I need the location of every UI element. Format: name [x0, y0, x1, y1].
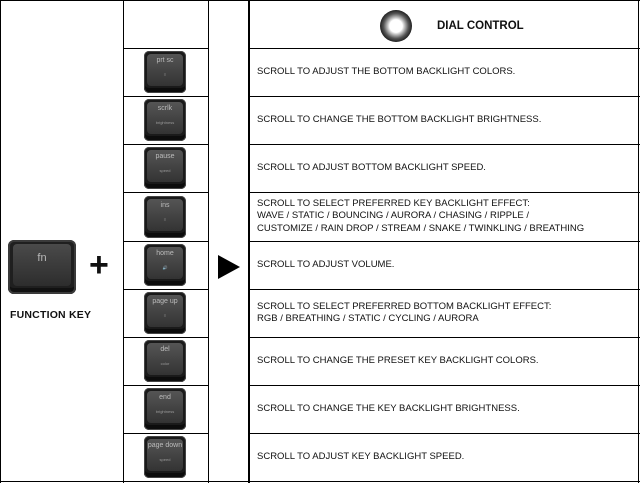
description-line: SCROLL TO CHANGE THE KEY BACKLIGHT BRIGHTNESS.	[257, 402, 520, 414]
description-line: SCROLL TO SELECT PREFERRED KEY BACKLIGHT EFFECT:	[257, 197, 530, 209]
keycap-label: end	[159, 394, 171, 401]
dial-function-description	[257, 301, 637, 326]
description-line: RGB / BREATHING / STATIC / CYCLING / AURORA	[257, 313, 479, 324]
keycap	[144, 388, 186, 430]
description-line: SCROLL TO ADJUST KEY BACKLIGHT SPEED.	[257, 450, 465, 462]
keycap-sublabel: speed	[159, 168, 171, 173]
keycap	[144, 340, 186, 382]
row-divider	[123, 96, 208, 97]
function-key-label: fn	[37, 252, 47, 264]
keycap	[144, 196, 186, 238]
description-line: CUSTOMIZE / RAIN DROP / STREAM / SNAKE / TWINKLING / BREATHING	[257, 222, 585, 234]
row-divider	[248, 192, 640, 193]
keycap-sublabel: speed	[159, 457, 171, 462]
row-divider	[248, 289, 640, 290]
row-divider	[123, 289, 208, 290]
keycap	[144, 436, 186, 478]
keycap-sublabel: 🔊	[162, 265, 168, 270]
row-divider	[123, 48, 208, 49]
row-divider	[248, 96, 640, 97]
row-divider	[123, 385, 208, 386]
dial-control-title: DIAL CONTROL	[437, 20, 524, 32]
row-divider	[123, 192, 208, 193]
column-divider	[208, 0, 209, 483]
keycap-sublabel: ≡	[163, 313, 167, 318]
keycap-label: page up	[152, 298, 178, 305]
description-line: SCROLL TO CHANGE THE BOTTOM BACKLIGHT BRIGHTNESS.	[257, 113, 542, 125]
keycap-label: pause	[155, 153, 175, 160]
description-line: WAVE / STATIC / BOUNCING / AURORA / CHASING / RIPPLE /	[257, 210, 530, 222]
row-divider	[248, 144, 640, 145]
keycap-sublabel: ≡	[163, 216, 167, 222]
row-divider	[123, 337, 208, 338]
dial-function-description	[257, 198, 637, 236]
description-line: SCROLL TO SELECT PREFERRED BOTTOM BACKLIGHT EFFECT:	[257, 300, 552, 312]
row-divider	[123, 241, 208, 242]
plus-symbol: +	[89, 246, 109, 284]
keycap	[144, 51, 186, 93]
dial-function-description	[257, 403, 637, 416]
description-line: SCROLL TO ADJUST BOTTOM BACKLIGHT SPEED.	[257, 161, 486, 173]
keycap-label: prt sc	[156, 57, 174, 64]
description-line: SCROLL TO ADJUST VOLUME.	[257, 258, 395, 270]
keycap	[144, 99, 186, 141]
keycap-label: del	[160, 346, 170, 353]
dial-function-description	[257, 451, 637, 464]
keycap-label: ins	[160, 201, 170, 209]
description-line: SCROLL TO ADJUST THE BOTTOM BACKLIGHT COLORS.	[257, 65, 516, 77]
function-key-caption: FUNCTION KEY	[10, 309, 92, 321]
description-line: SCROLL TO CHANGE THE PRESET KEY BACKLIGHT COLORS.	[257, 354, 539, 366]
keycap-sublabel: ≡	[163, 72, 167, 77]
keycap-sublabel: brightness	[155, 409, 175, 414]
row-divider	[248, 385, 640, 386]
dial-function-description	[257, 66, 637, 79]
keycap-sublabel: brightness	[155, 120, 175, 125]
row-divider	[248, 48, 640, 49]
keycap-label: home	[156, 250, 174, 257]
table-border-bottom	[0, 481, 640, 482]
row-divider	[123, 433, 208, 434]
keycap	[144, 147, 186, 189]
keycap-sublabel: color	[160, 361, 170, 366]
dial-function-description	[257, 162, 637, 175]
dial-function-description	[257, 259, 637, 272]
keycap	[144, 244, 186, 286]
keycap	[144, 292, 186, 334]
row-divider	[248, 241, 640, 242]
table-border-top	[0, 0, 640, 1]
arrow-right-icon	[218, 255, 240, 279]
dial-function-description	[257, 114, 637, 127]
row-divider	[123, 144, 208, 145]
row-divider	[248, 433, 640, 434]
dial-function-description	[257, 355, 637, 368]
dial-knob-icon	[380, 10, 412, 42]
keycap-label: page down	[147, 442, 183, 449]
table-border-left	[0, 0, 1, 483]
function-key	[8, 240, 76, 294]
keycap-label: scrlk	[157, 105, 173, 112]
row-divider	[248, 337, 640, 338]
